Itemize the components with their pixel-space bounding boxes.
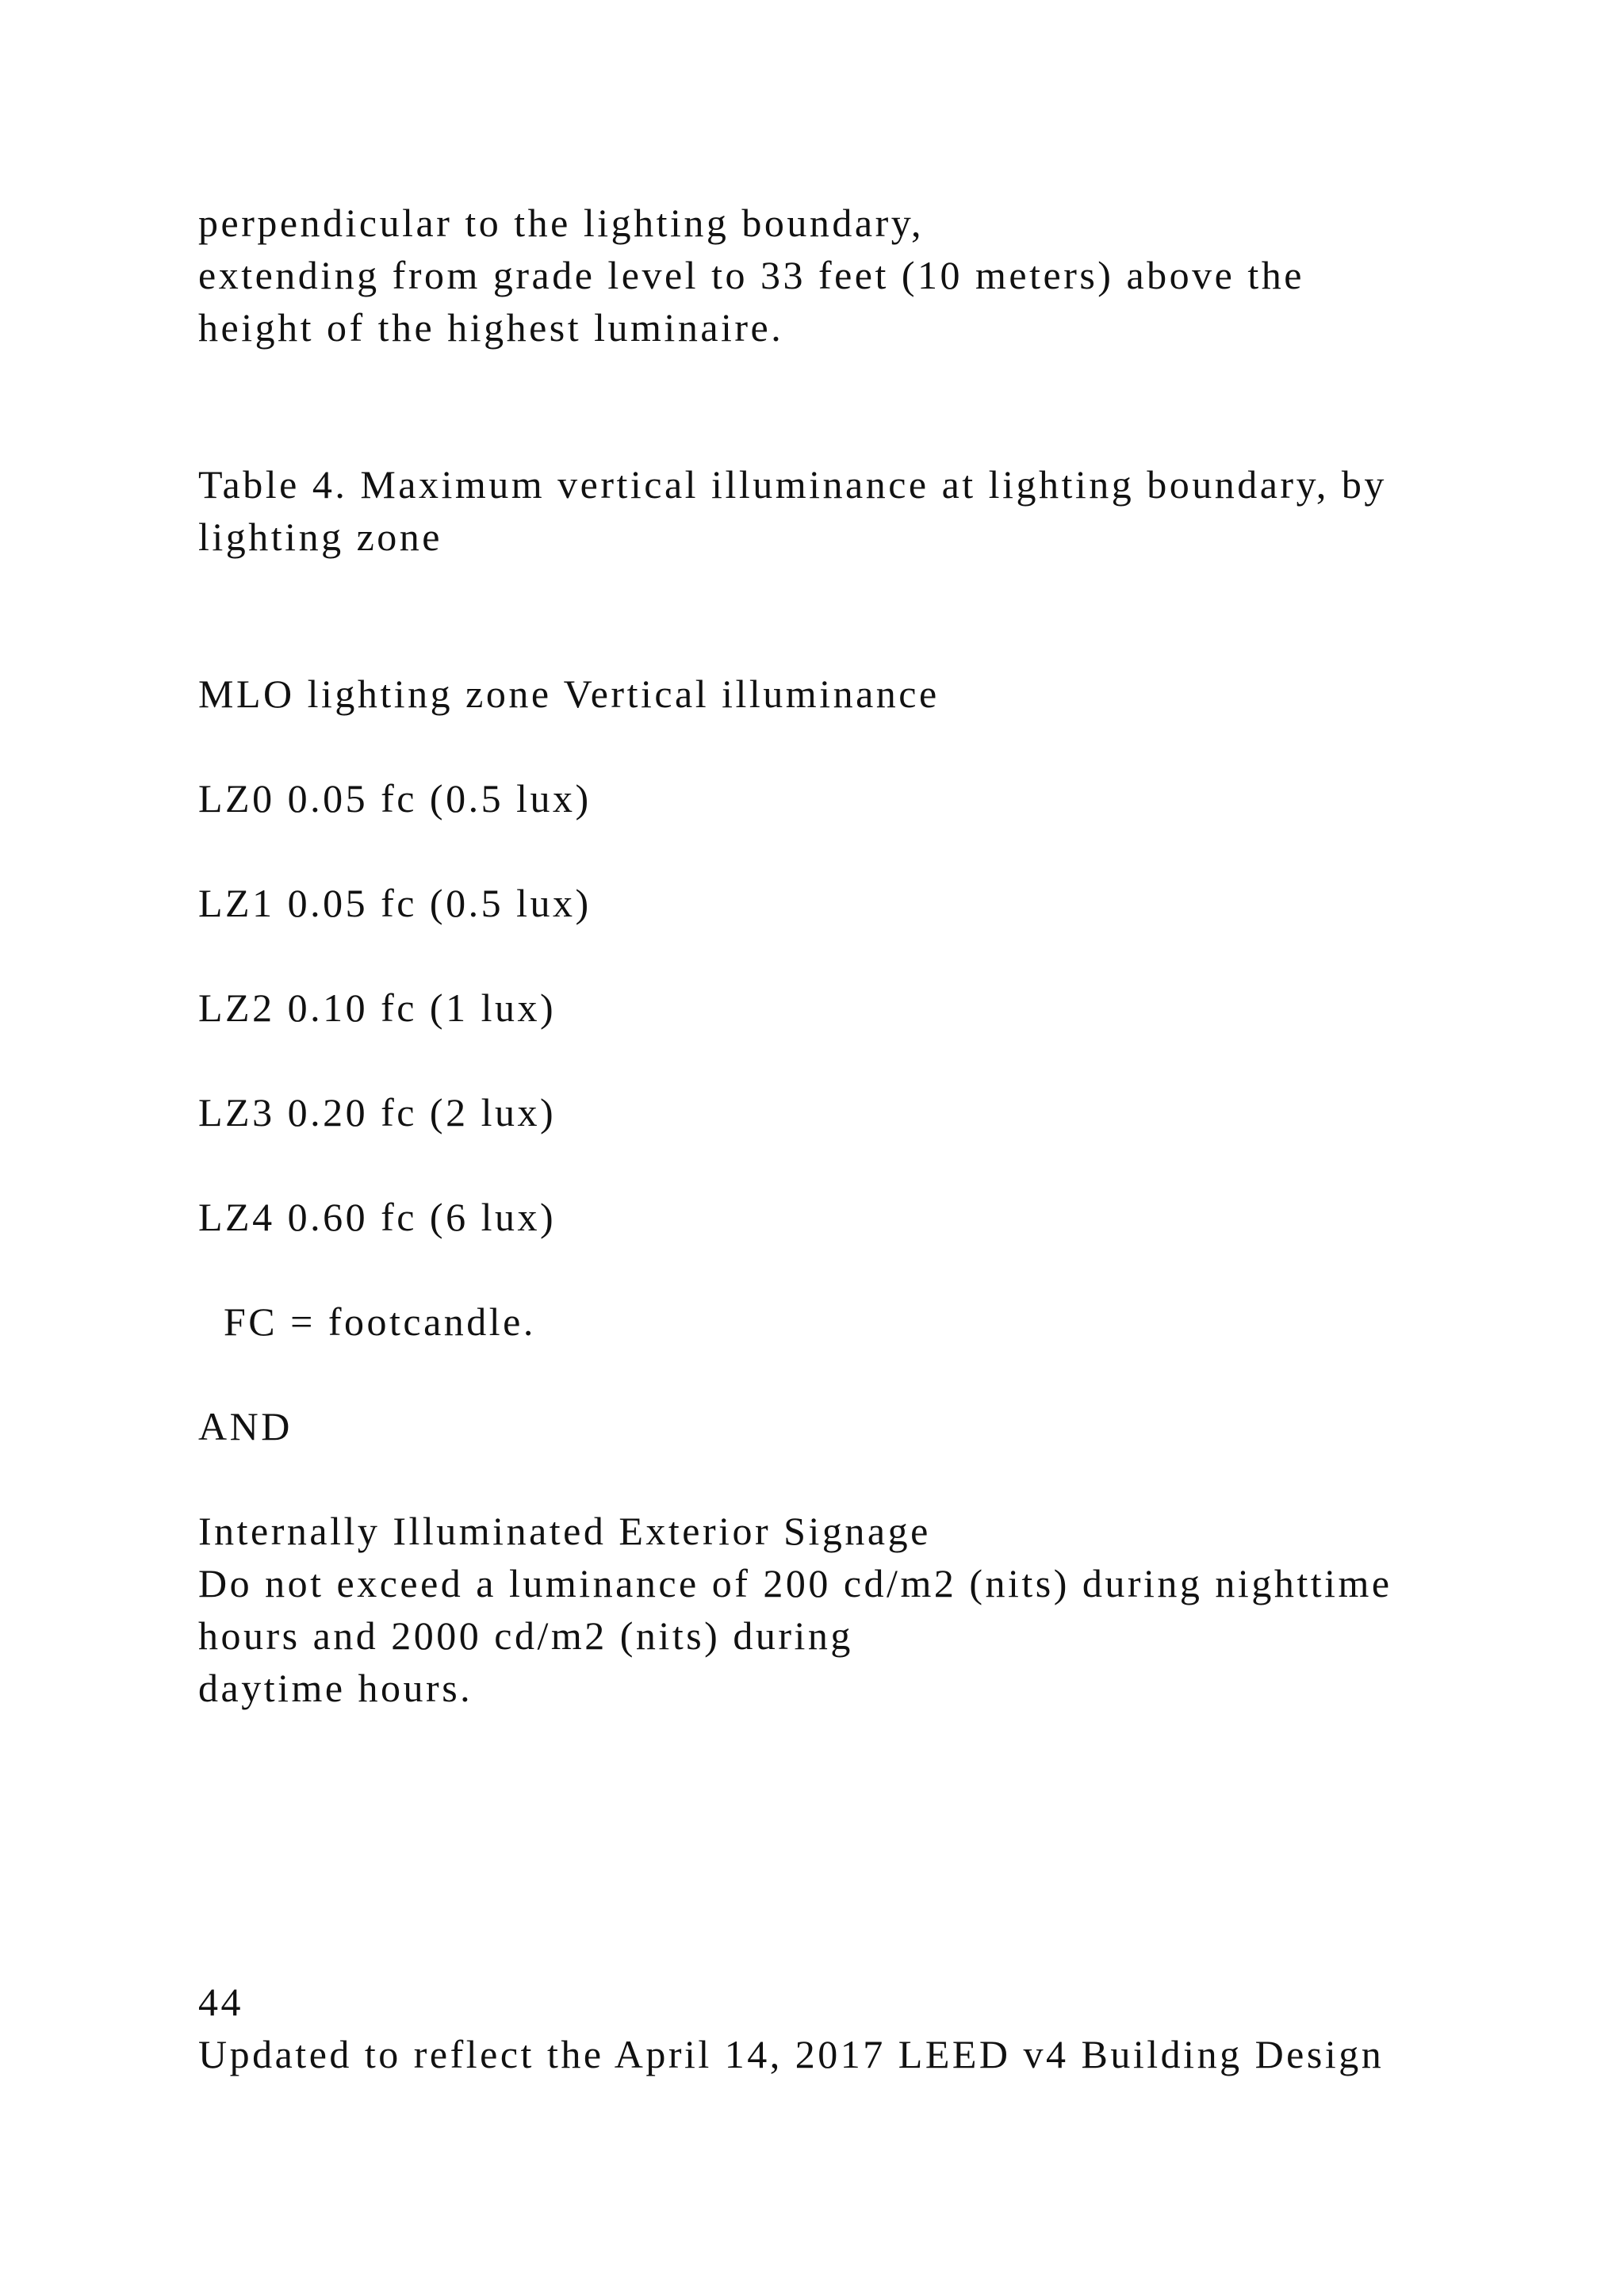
signage-heading: Internally Illuminated Exterior Signage <box>198 1509 931 1553</box>
signage-line-1: Do not exceed a luminance of 200 cd/m2 (nits) during nighttime <box>198 1561 1392 1605</box>
table-header: MLO lighting zone Vertical illuminance <box>198 672 940 716</box>
signage-line-3: daytime hours. <box>198 1666 473 1710</box>
table-row: LZ2 0.10 fc (1 lux) <box>198 985 557 1030</box>
intro-line-1: perpendicular to the lighting boundary, <box>198 201 924 245</box>
intro-line-2: extending from grade level to 33 feet (10 meters) above the <box>198 253 1304 297</box>
footer-updated-note: Updated to reflect the April 14, 2017 LEED v4 Building Design <box>198 2032 1385 2076</box>
table-row: LZ4 0.60 fc (6 lux) <box>198 1195 557 1239</box>
conjunction-and: AND <box>198 1404 293 1448</box>
signage-line-2: hours and 2000 cd/m2 (nits) during <box>198 1613 853 1658</box>
table-caption-line-2: lighting zone <box>198 515 442 559</box>
table-row: LZ0 0.05 fc (0.5 lux) <box>198 776 592 821</box>
table-caption-line-1: Table 4. Maximum vertical illuminance at lighting boundary, by <box>198 462 1387 507</box>
table-row: LZ1 0.05 fc (0.5 lux) <box>198 881 592 925</box>
intro-line-3: height of the highest luminaire. <box>198 305 784 350</box>
page-number: 44 <box>198 1980 243 2024</box>
table-note: FC = footcandle. <box>224 1299 536 1344</box>
table-row: LZ3 0.20 fc (2 lux) <box>198 1090 557 1135</box>
